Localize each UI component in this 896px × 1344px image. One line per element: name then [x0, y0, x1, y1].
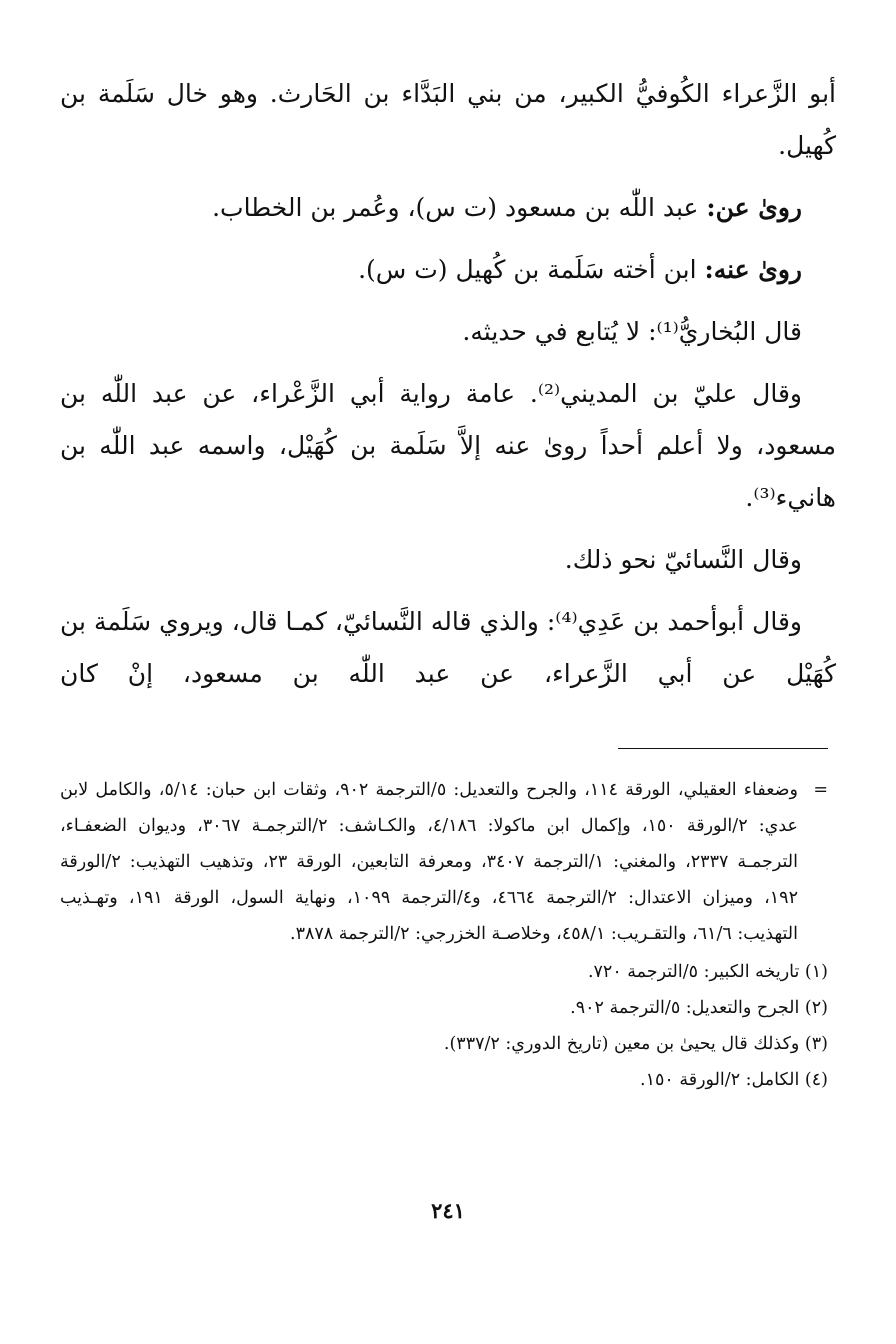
footnote-1: (١) تاريخه الكبير: ٥/الترجمة ٧٢٠. — [587, 962, 828, 982]
madini-text: وقال عليّ بن المديني⁽²⁾. عامة رواية أبي الزَّعْراء، عن عبد اللّٰه بن مسعود، ولا أعلم أحداً روىٰ عنه إلاَّ سَلَمة بن كُهَيْل، واسمه عبد اللّٰه بن هانيء⁽³⁾. — [60, 379, 836, 512]
footnote-separator — [618, 748, 828, 749]
narrated-by-label: روىٰ عنه: — [704, 255, 802, 284]
narrated-from-text: عبد اللّٰه بن مسعود (ت س)، وعُمر بن الخطاب. — [212, 193, 707, 222]
paragraph-narrated-from — [60, 182, 836, 234]
ibn-adi-text: وقال أبوأحمد بن عَدِي⁽⁴⁾: والذي قاله النَّسائيّ، كمـا قال، ويروي سَلَمة بن كُهَيْل عن أبي الزَّعراء، عن عبد اللّٰه بن مسعود، إنْ كان — [60, 607, 836, 688]
bukhari-text: قال البُخاريُّ⁽¹⁾: لا يُتابع في حديثه. — [462, 317, 802, 346]
footnote-continuation-text: وضعفاء العقيلي، الورقة ١١٤، والجرح والتعديل: ٥/الترجمة ٩٠٢، وثقات ابن حبان: ٥/١٤، والكامل لابن عدي: ٢/الورقة ١٥٠، وإكمال ابن ماكولا: ٤/١٨٦، والكـاشف: ٢/الترجمـة ٣٠٦٧، وديوان الضعفـاء، الترجمـة ٢٣٣٧، والمغني: ١/الترجمة ٣٤٠٧، ومعرفة التابعين، الورقة ٢٣، وتذهيب التهذيب: ٢/الورقة ١٩٢، وميزان الاعتدال: ٢/الترجمة ٤٦٦٤، و٤/الترجمة ١٠٩٩، ونهاية السول، الورقة ١٩١، وتهـذيب التهذيب: ٦١/٦، والتقـريب: ٤٥٨/١، وخلاصـة الخزرجي: ٢/الترجمة ٣٨٧٨. — [60, 780, 799, 944]
page-number: ٢٤١ — [431, 1198, 465, 1223]
paragraph-bukhari — [60, 306, 836, 358]
narrated-from-label: روىٰ عن: — [706, 193, 802, 222]
paragraph-intro — [60, 68, 836, 172]
continuation-marker: = — [813, 780, 828, 800]
paragraph-madini — [60, 368, 836, 524]
nasai-text: وقال النَّسائيّ نحو ذلك. — [564, 545, 802, 574]
footnote-4: (٤) الكامل: ٢/الورقة ١٥٠. — [640, 1070, 828, 1090]
main-text — [60, 68, 836, 710]
paragraph-narrated-by — [60, 244, 836, 296]
footnote-3: (٣) وكذلك قال يحيىٰ بن معين (تاريخ الدوري: ٣٣٧/٢). — [443, 1034, 828, 1054]
footnote-2: (٢) الجرح والتعديل: ٥/الترجمة ٩٠٢. — [570, 998, 828, 1018]
paragraph-nasai — [60, 534, 836, 586]
narrated-by-text: ابن أخته سَلَمة بن كُهيل (ت س). — [358, 255, 705, 284]
paragraph-intro-text: أبو الزَّعراء الكُوفيُّ الكبير، من بني البَدَّاء بن الحَارث. وهو خال سَلَمة بن كُهيل. — [60, 79, 836, 160]
paragraph-ibn-adi — [60, 596, 836, 700]
footnotes — [60, 772, 828, 1098]
footnote-continuation — [60, 772, 828, 952]
